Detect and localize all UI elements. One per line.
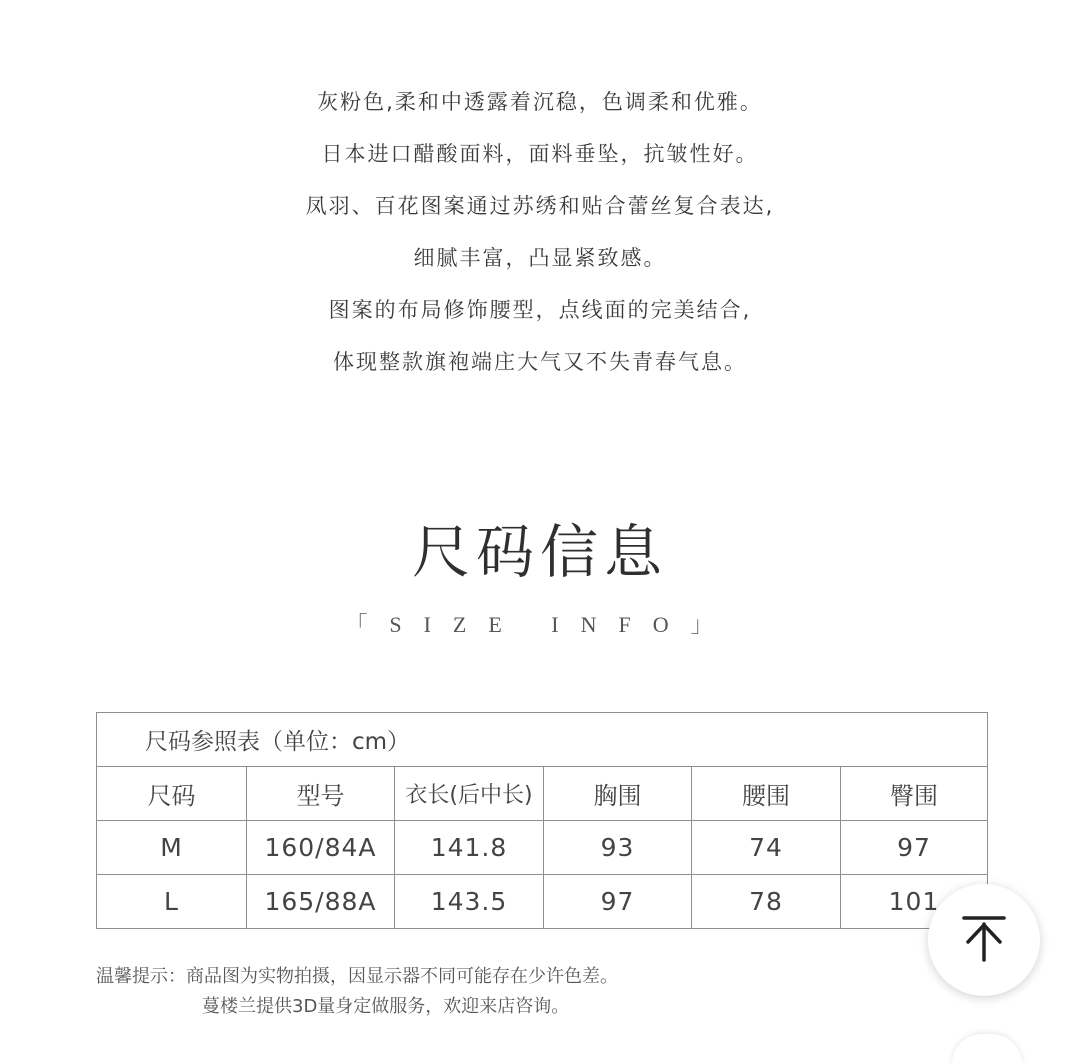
arrow-up-to-top-icon [962, 914, 1006, 966]
size-chart-header-row [97, 767, 988, 821]
cell-waist: 74 [692, 821, 841, 875]
table-row [97, 875, 988, 929]
cell-length: 141.8 [395, 821, 544, 875]
cell-hip: 101 [841, 875, 988, 929]
cell-bust: 97 [544, 875, 692, 929]
description-line: 图案的布局修饰腰型，点线面的完美结合, [328, 298, 752, 322]
size-info-title: 尺码信息 [411, 518, 668, 586]
cell-length: 143.5 [395, 875, 544, 929]
description-line: 凤羽、百花图案通过苏绣和贴合蕾丝复合表达, [305, 194, 775, 218]
cell-hip: 97 [841, 821, 988, 875]
description-line: 体现整款旗袍端庄大气又不失青春气息。 [333, 350, 747, 374]
cell-size: L [97, 875, 247, 929]
header-length: 衣长(后中长) [395, 767, 544, 821]
header-waist: 腰围 [692, 767, 841, 821]
back-to-top-button[interactable] [928, 884, 1040, 996]
cell-model: 160/84A [247, 821, 395, 875]
cell-bust: 93 [544, 821, 692, 875]
notice-line-2: 蔓楼兰提供3D量身定做服务，欢迎来店咨询。 [202, 996, 570, 1017]
size-chart-table [96, 712, 988, 929]
product-description [0, 76, 1080, 388]
header-size: 尺码 [97, 767, 247, 821]
description-line: 灰粉色,柔和中透露着沉稳，色调柔和优雅。 [317, 90, 763, 114]
size-info-subtitle: 「SIZE INFO」 [345, 612, 735, 637]
notice-text [96, 962, 618, 1022]
header-bust: 胸围 [544, 767, 692, 821]
header-model: 型号 [247, 767, 395, 821]
header-hip: 臀围 [841, 767, 988, 821]
floating-button-partial[interactable] [952, 1034, 1022, 1064]
size-chart-caption: 尺码参照表（单位：cm） [97, 713, 988, 767]
description-line: 细腻丰富，凸显紧致感。 [413, 246, 667, 270]
cell-waist: 78 [692, 875, 841, 929]
cell-size: M [97, 821, 247, 875]
cell-model: 165/88A [247, 875, 395, 929]
table-row [97, 821, 988, 875]
description-line: 日本进口醋酸面料，面料垂坠，抗皱性好。 [321, 142, 759, 166]
notice-line-1: 温馨提示：商品图为实物拍摄，因显示器不同可能存在少许色差。 [96, 966, 618, 987]
